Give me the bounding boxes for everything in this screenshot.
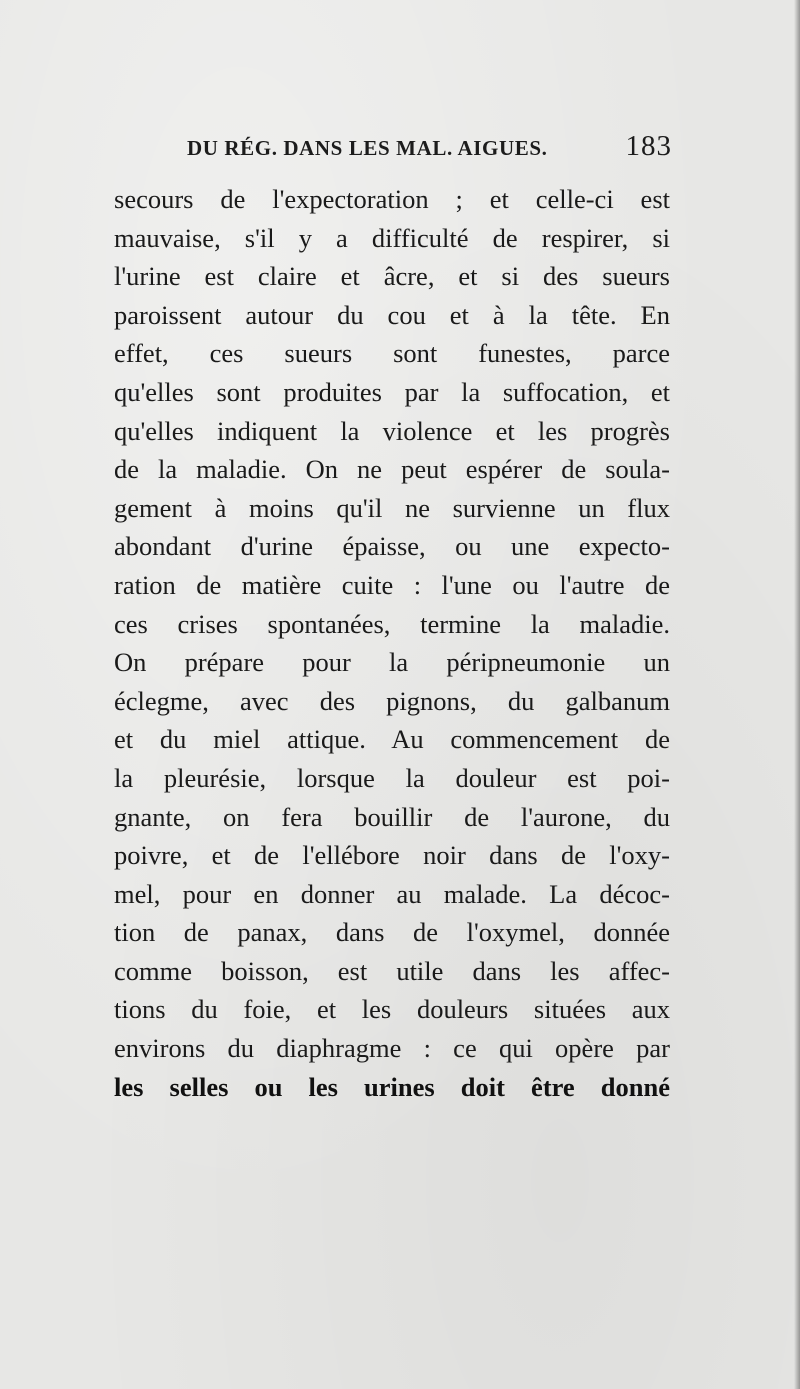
page-header [187,132,672,166]
text-line: paroissent autour du cou et à la tête. En [114,299,670,330]
text-line: éclegme, avec des pignons, du galbanum [114,685,670,716]
text-line: qu'elles indiquent la violence et les progrès [114,415,670,446]
text-line: mauvaise, s'il y a difficulté de respirer, si [114,222,670,253]
text-line: abondant d'urine épaisse, ou une expecto- [114,531,670,562]
body-text [114,180,670,1106]
text-line: ces crises spontanées, termine la maladie. [114,608,670,639]
page-number: 183 [625,130,672,162]
text-line: tion de panax, dans de l'oxymel, donnée [114,917,670,948]
text-line: ration de matière cuite : l'une ou l'autre de [114,569,670,600]
text-line: mel, pour en donner au malade. La décoc- [114,878,670,909]
text-line: les selles ou les urines doit être donné [114,1071,670,1102]
text-line: gnante, on fera bouillir de l'aurone, du [114,801,670,832]
text-line: comme boisson, est utile dans les affec- [114,955,670,986]
text-line: environs du diaphragme : ce qui opère par [114,1033,670,1064]
page-edge-shadow [794,0,800,1389]
text-line: secours de l'expectoration ; et celle-ci est [114,184,670,214]
text-line: poivre, et de l'ellébore noir dans de l'oxy- [114,840,670,871]
text-line: tions du foie, et les douleurs situées aux [114,994,670,1025]
text-line: et du miel attique. Au commencement de [114,724,670,755]
text-line: effet, ces sueurs sont funestes, parce [114,338,670,369]
running-head: DU RÉG. DANS LES MAL. AIGUES. [187,136,548,160]
text-line: On prépare pour la péripneumonie un [114,647,670,678]
text-line: gement à moins qu'il ne survienne un flux [114,492,670,523]
text-line: la pleurésie, lorsque la douleur est poi- [114,762,670,793]
text-line: qu'elles sont produites par la suffocation, et [114,376,670,407]
text-line: de la maladie. On ne peut espérer de soula- [114,454,670,485]
text-line: l'urine est claire et âcre, et si des sueurs [114,261,670,292]
